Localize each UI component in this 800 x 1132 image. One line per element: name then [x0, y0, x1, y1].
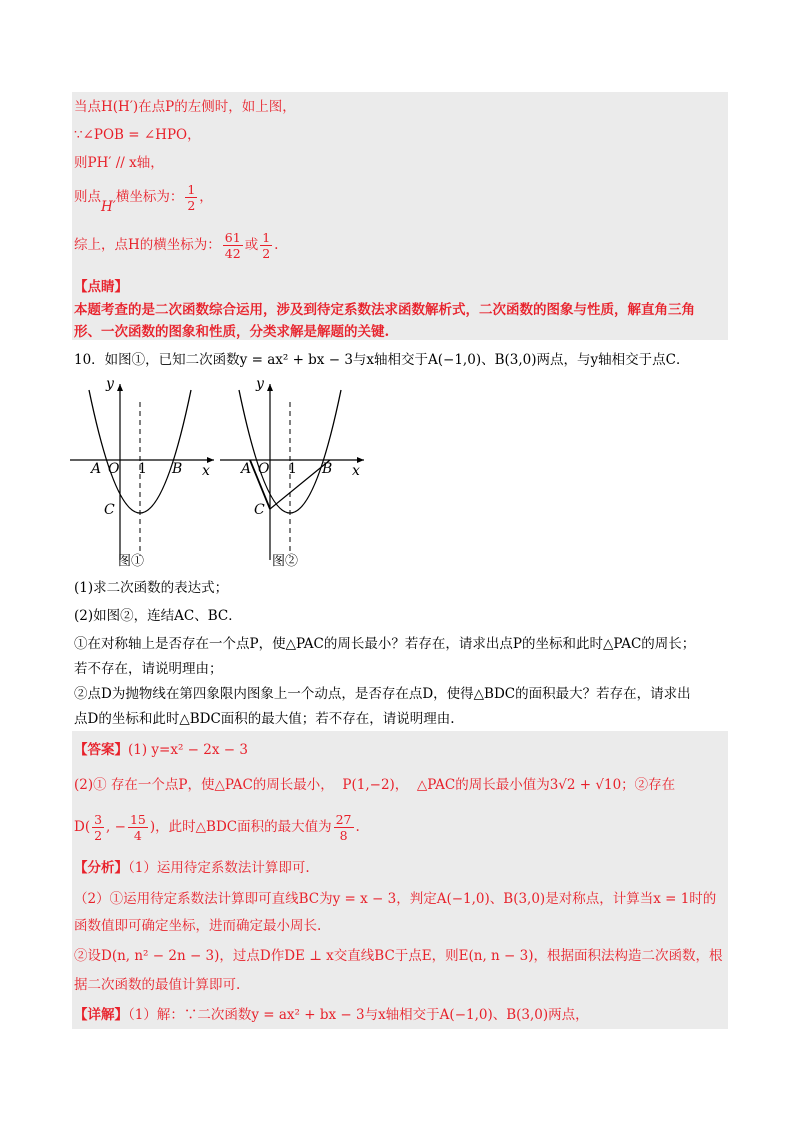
- text-span: P(1,−2)，: [342, 777, 409, 793]
- figure-graphs: [66, 378, 386, 568]
- y-axis-arrow: [267, 384, 273, 391]
- fraction: $\frac{15}{4}$: [129, 812, 146, 843]
- analysis-line: 据二次函数的最值计算即可.: [74, 977, 241, 993]
- text-line: [74, 230, 278, 261]
- question-part: (1)求二次函数的表达式；: [74, 580, 229, 596]
- text-span: , −: [106, 819, 126, 835]
- fraction: $\frac{61}{42}$: [224, 230, 241, 261]
- tick-label: 1: [288, 461, 297, 477]
- analysis-line: 函数值即可确定坐标，进而确定最小周长.: [74, 918, 322, 934]
- y-axis-arrow: [117, 384, 123, 391]
- point-label-c: C: [254, 502, 265, 518]
- fraction: $\frac{27}{8}$: [335, 812, 352, 843]
- text-span: (2)① 存在一个点P，使△PAC的周长最小，: [74, 777, 334, 793]
- section-tag: 【点睛】: [74, 279, 128, 295]
- answer-line: [74, 812, 360, 843]
- axis-label-y: y: [256, 378, 264, 392]
- text-span: ，: [199, 189, 213, 205]
- text-span: △PAC的周长最小值为3√2 + √10；②存在: [416, 777, 676, 793]
- figure-1-caption: 图①: [118, 554, 145, 569]
- figure-2: [220, 378, 364, 560]
- question-part: 点D的坐标和此时△BDC面积的最大值；若不存在，请说明理由.: [74, 711, 455, 727]
- text-line: 本题考查的是二次函数综合运用，涉及到待定系数法求函数解析式，二次函数的图象与性质，解直角三角: [74, 302, 695, 318]
- section-tag: 【详解】: [74, 1007, 128, 1023]
- segment-bc: [270, 460, 333, 509]
- point-label-a: A: [91, 461, 102, 477]
- text-line: ∵∠POB = ∠HPO，: [74, 127, 201, 143]
- point-label-c: C: [104, 502, 115, 518]
- text-span: (1) y=x² − 2x − 3: [128, 742, 248, 758]
- axis-label-y: y: [106, 378, 114, 392]
- axis-label-x: x: [202, 463, 210, 479]
- fraction: $\frac{1}{2}$: [187, 182, 196, 213]
- text-span: 或: [244, 237, 259, 253]
- text-span: ): [149, 819, 156, 835]
- section-tag: 【答案】: [74, 742, 128, 758]
- question-part: ①在对称轴上是否存在一个点P，使△PAC的周长最小？若存在，请求出点P的坐标和此时△PAC的周长；: [74, 636, 696, 652]
- point-label-b: B: [322, 461, 333, 477]
- analysis-line: [74, 858, 310, 878]
- text-line: [74, 182, 213, 213]
- text-line: 形、一次函数的图象和性质，分类求解是解题的关键.: [74, 324, 390, 340]
- figure-2-caption: 图②: [272, 554, 299, 569]
- answer-line: [74, 775, 675, 795]
- origin-label: O: [258, 461, 270, 477]
- figure-1: [70, 378, 214, 560]
- question-stem: 10．如图①，已知二次函数y = ax² + bx − 3与x轴相交于A(−1,0)、B(3,0)两点，与y轴相交于点C．: [74, 352, 690, 368]
- section-tag: 【分析】: [74, 860, 128, 876]
- text-span: 综上，点H的横坐标为：: [74, 237, 221, 253]
- text-span: （1）运用待定系数法计算即可.: [128, 860, 310, 876]
- text-line: 则PH′ // x轴，: [74, 155, 164, 171]
- answer-line: [74, 740, 248, 760]
- text-span: ，此时△BDC面积的最大值为: [155, 819, 332, 835]
- text-span: .: [355, 819, 360, 835]
- fraction: $\frac{3}{2}$: [94, 812, 103, 843]
- analysis-line: ②设D(n, n² − 2n − 3)，过点D作DE ⊥ x交直线BC于点E，则E(n, n − 3)，根据面积法构造二次函数，根: [74, 948, 723, 964]
- text-span: 则点: [74, 189, 101, 205]
- question-part: 若不存在，请说明理由；: [74, 661, 223, 677]
- fraction: $\frac{1}{2}$: [262, 230, 271, 261]
- question-part: (2)如图②，连结AC、BC．: [74, 608, 242, 624]
- text-span: D(: [74, 819, 91, 835]
- tick-label: 1: [138, 461, 147, 477]
- text-span: （1）解：∵二次函数y = ax² + bx − 3与x轴相交于A(−1,0)、B(3,0)两点，: [128, 1007, 589, 1023]
- axis-label-x: x: [352, 463, 360, 479]
- analysis-line: （2）①运用待定系数法计算即可直线BC为y = x − 3，判定A(−1,0)、B(3,0)是对称点，计算当x = 1时的: [74, 891, 717, 907]
- origin-label: O: [108, 461, 120, 477]
- point-label-b: B: [172, 461, 183, 477]
- detail-line: [74, 1005, 589, 1025]
- point-label-a: A: [241, 461, 252, 477]
- text-span: .: [274, 237, 279, 253]
- text-line: 当点H(H′)在点P的左侧时，如上图，: [74, 99, 296, 115]
- question-part: ②点D为抛物线在第四象限内图象上一个动点，是否存在点D，使得△BDC的面积最大？若存在，请求出: [74, 686, 691, 702]
- point-label: H′: [101, 199, 116, 215]
- text-span: 横坐标为：: [115, 189, 184, 205]
